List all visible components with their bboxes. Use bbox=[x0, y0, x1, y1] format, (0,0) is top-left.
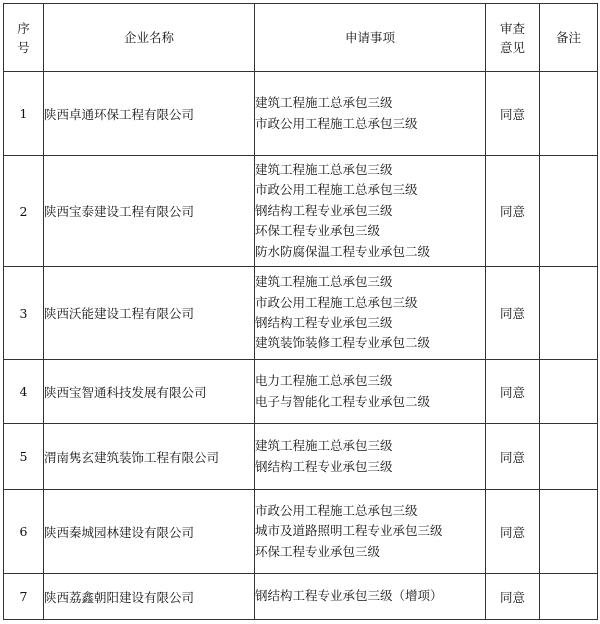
review-opinion: 同意 bbox=[486, 424, 540, 490]
application-item: 市政公用工程施工总承包三级 bbox=[255, 115, 418, 131]
application-items bbox=[255, 267, 486, 360]
application-item: 建筑工程施工总承包三级 bbox=[255, 274, 393, 290]
company-name: 陕西卓通环保工程有限公司 bbox=[44, 72, 255, 156]
header-remark: 备注 bbox=[540, 4, 598, 72]
application-item: 钢结构工程专业承包三级 bbox=[255, 458, 393, 474]
application-item: 建筑装饰装修工程专业承包二级 bbox=[255, 335, 431, 351]
header-review-opinion bbox=[486, 4, 540, 72]
table-row bbox=[4, 490, 598, 574]
application-item: 城市及道路照明工程专业承包三级 bbox=[255, 523, 443, 539]
application-item: 环保工程专业承包三级 bbox=[255, 223, 381, 239]
application-item: 钢结构工程专业承包三级 bbox=[255, 202, 393, 218]
company-name: 陕西荔鑫朝阳建设有限公司 bbox=[44, 574, 255, 620]
review-opinion: 同意 bbox=[486, 72, 540, 156]
remark bbox=[540, 156, 598, 267]
application-item: 电子与智能化工程专业承包二级 bbox=[255, 393, 431, 409]
remark bbox=[540, 574, 598, 620]
remark bbox=[540, 267, 598, 360]
remark bbox=[540, 490, 598, 574]
application-item: 电力工程施工总承包三级 bbox=[255, 373, 393, 389]
row-number: 6 bbox=[4, 490, 44, 574]
row-number: 3 bbox=[4, 267, 44, 360]
header-review-line-2: 意见 bbox=[499, 39, 525, 55]
application-item: 市政公用工程施工总承包三级 bbox=[255, 182, 418, 198]
application-items bbox=[255, 72, 486, 156]
row-number: 7 bbox=[4, 574, 44, 620]
review-opinion: 同意 bbox=[486, 574, 540, 620]
row-number: 1 bbox=[4, 72, 44, 156]
table-row bbox=[4, 574, 598, 620]
header-application-items: 申请事项 bbox=[255, 4, 486, 72]
table-row bbox=[4, 156, 598, 267]
application-item: 建筑工程施工总承包三级 bbox=[255, 438, 393, 454]
table-row bbox=[4, 360, 598, 424]
company-name: 渭南隽玄建筑装饰工程有限公司 bbox=[44, 424, 255, 490]
review-opinion: 同意 bbox=[486, 490, 540, 574]
approval-table bbox=[3, 3, 598, 620]
company-name: 陕西秦城园林建设有限公司 bbox=[44, 490, 255, 574]
application-items bbox=[255, 490, 486, 574]
application-item: 钢结构工程专业承包三级（增项） bbox=[255, 588, 443, 604]
application-items bbox=[255, 156, 486, 267]
company-name: 陕西宝智通科技发展有限公司 bbox=[44, 360, 255, 424]
company-name: 陕西沃能建设工程有限公司 bbox=[44, 267, 255, 360]
remark bbox=[540, 72, 598, 156]
remark bbox=[540, 424, 598, 490]
row-number: 5 bbox=[4, 424, 44, 490]
review-opinion: 同意 bbox=[486, 267, 540, 360]
application-items bbox=[255, 574, 486, 620]
row-number: 4 bbox=[4, 360, 44, 424]
company-name: 陕西宝泰建设工程有限公司 bbox=[44, 156, 255, 267]
review-opinion: 同意 bbox=[486, 360, 540, 424]
application-item: 环保工程专业承包三级 bbox=[255, 543, 381, 559]
header-row bbox=[4, 4, 598, 72]
remark bbox=[540, 360, 598, 424]
header-serial-line-1: 序 bbox=[17, 20, 30, 36]
header-serial-number bbox=[4, 4, 44, 72]
application-item: 建筑工程施工总承包三级 bbox=[255, 95, 393, 111]
header-review-line-1: 审查 bbox=[499, 20, 525, 36]
review-opinion: 同意 bbox=[486, 156, 540, 267]
application-item: 钢结构工程专业承包三级 bbox=[255, 315, 393, 330]
table-row bbox=[4, 72, 598, 156]
application-items bbox=[255, 424, 486, 490]
application-item: 市政公用工程施工总承包三级 bbox=[255, 294, 418, 310]
application-items bbox=[255, 360, 486, 424]
row-number: 2 bbox=[4, 156, 44, 267]
application-item: 防水防腐保温工程专业承包二级 bbox=[255, 243, 431, 259]
header-serial-line-2: 号 bbox=[17, 39, 30, 55]
header-company-name: 企业名称 bbox=[44, 4, 255, 72]
table-row bbox=[4, 424, 598, 490]
application-item: 建筑工程施工总承包三级 bbox=[255, 161, 393, 177]
application-item: 市政公用工程施工总承包三级 bbox=[255, 502, 418, 518]
table-row bbox=[4, 267, 598, 360]
